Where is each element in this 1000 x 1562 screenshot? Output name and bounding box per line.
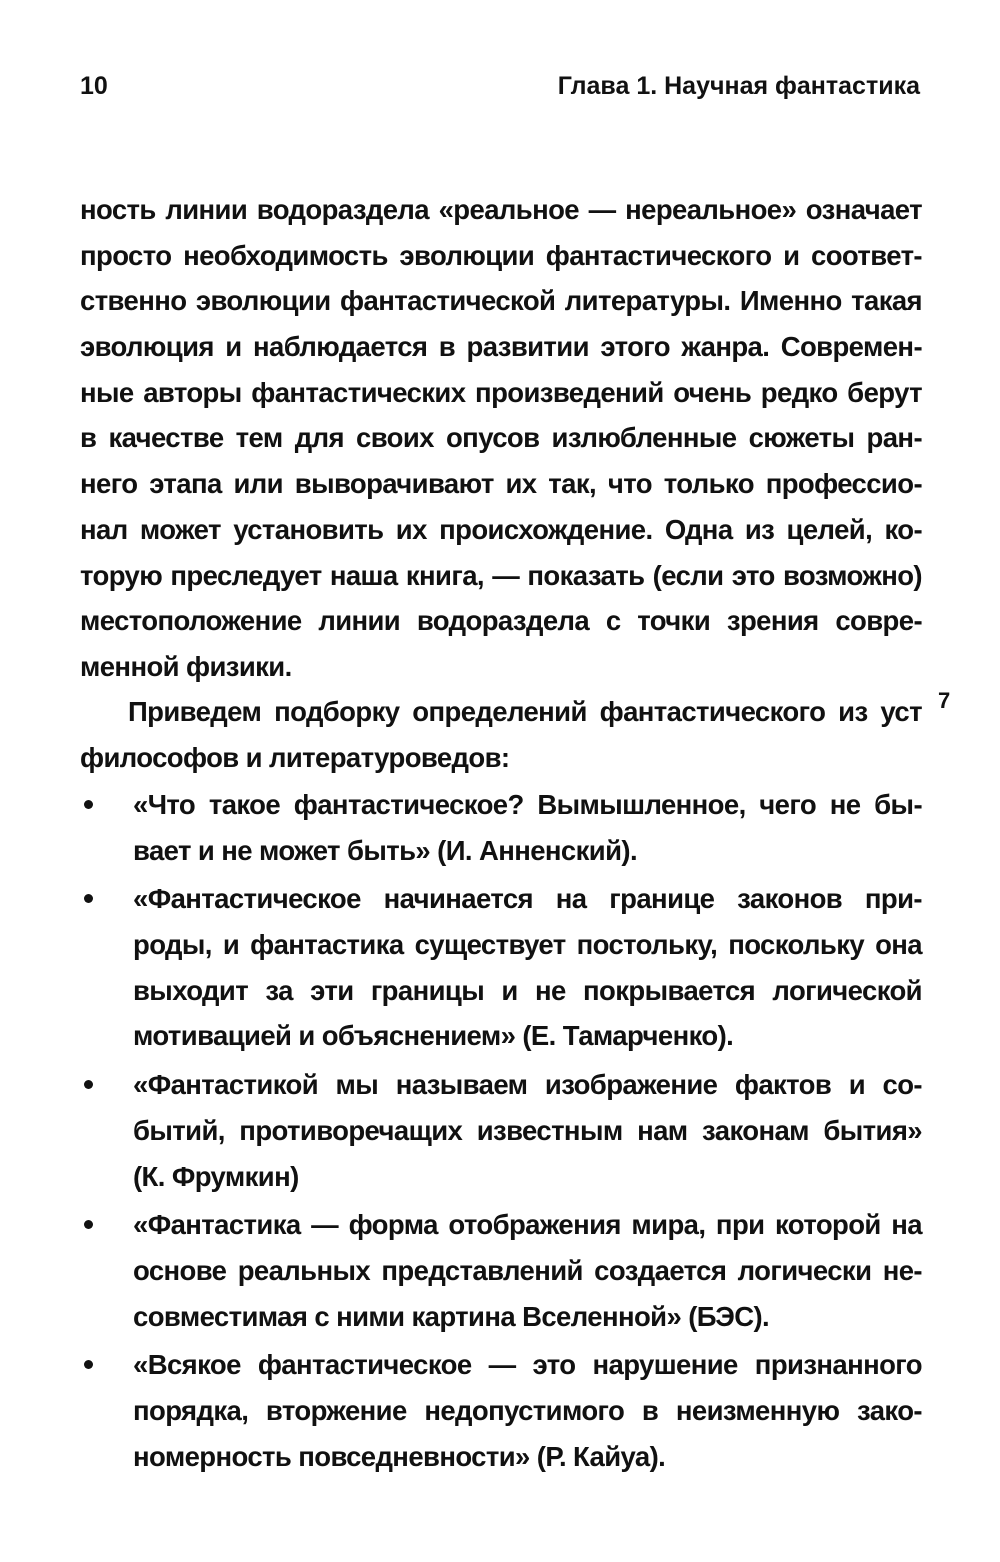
text-line: торую преследует наша книга, — показать (если это возможно) [80, 559, 922, 591]
text-line: местоположение линии водораздела с точки зрения совре- [80, 605, 922, 637]
text-line: «Фантастикой мы называем изображение фактов и со- [133, 1069, 922, 1101]
list-item [80, 782, 922, 873]
bullet-icon [84, 1220, 93, 1229]
bullet-icon [84, 1360, 93, 1369]
text-line: ные авторы фантастических произведений очень редко берут [80, 376, 922, 408]
bullet-icon [84, 894, 93, 903]
text-line: порядка, вторжение недопустимого в неизменную зако- [133, 1394, 922, 1426]
text-line: роды, и фантастика существует постольку, поскольку она [133, 929, 922, 961]
text-line: эволюция и наблюдается в развитии этого жанра. Современ- [80, 331, 922, 363]
text-line: Приведем подборку определений фантастического из уст [128, 696, 922, 727]
list-item [80, 876, 922, 1059]
bullet-icon [84, 1080, 93, 1089]
running-head: Глава 1. Научная фантастика [557, 72, 920, 100]
text-line: в качестве тем для своих опусов излюбленные сюжеты ран- [80, 422, 922, 454]
list-item [80, 1062, 922, 1199]
page-number: 10 [80, 72, 108, 100]
margin-mark: 7 [938, 688, 951, 713]
text-line: совместимая с ними картина Вселенной» (БЭС). [133, 1300, 770, 1332]
text-line: бытий, противоречащих известным нам законам бытия» [133, 1114, 922, 1146]
text-line: «Всякое фантастическое — это нарушение признанного [133, 1349, 922, 1381]
text-line: него этапа или выворачивают их так, что только профессио- [80, 468, 922, 500]
list-item [80, 1202, 922, 1339]
text-line: выходит за эти границы и не покрывается логической [133, 974, 922, 1006]
text-line: «Фантастика — форма отображения мира, при которой на [133, 1209, 922, 1241]
text-line: менной физики. [80, 650, 292, 682]
paragraph-intro [80, 689, 922, 780]
text-line: нал может установить их происхождение. Одна из целей, ко- [80, 513, 922, 545]
definitions-list [80, 782, 922, 1482]
text-line: мотивацией и объяснением» (Е. Тамарченко). [133, 1020, 734, 1052]
text-line: ственно эволюции фантастической литературы. Именно такая [80, 285, 922, 317]
text-line: «Что такое фантастическое? Вымышленное, чего не бы- [133, 789, 922, 820]
text-line: номерность повседневности» (Р. Кайуа). [133, 1440, 666, 1472]
text-line: (К. Фрумкин) [133, 1160, 299, 1192]
text-line: просто необходимость эволюции фантастического и соответ- [80, 239, 922, 271]
text-line: «Фантастическое начинается на границе законов при- [133, 883, 922, 915]
text-line: вает и не может быть» (И. Анненский). [133, 834, 637, 866]
text-line: ность линии водораздела «реальное — нереальное» означает [80, 194, 922, 225]
text-line: основе реальных представлений создается логически не- [133, 1254, 922, 1286]
list-item [80, 1342, 922, 1479]
text-line: философов и литературоведов: [80, 741, 510, 773]
paragraph-continuation [80, 187, 922, 690]
bullet-icon [84, 800, 93, 809]
